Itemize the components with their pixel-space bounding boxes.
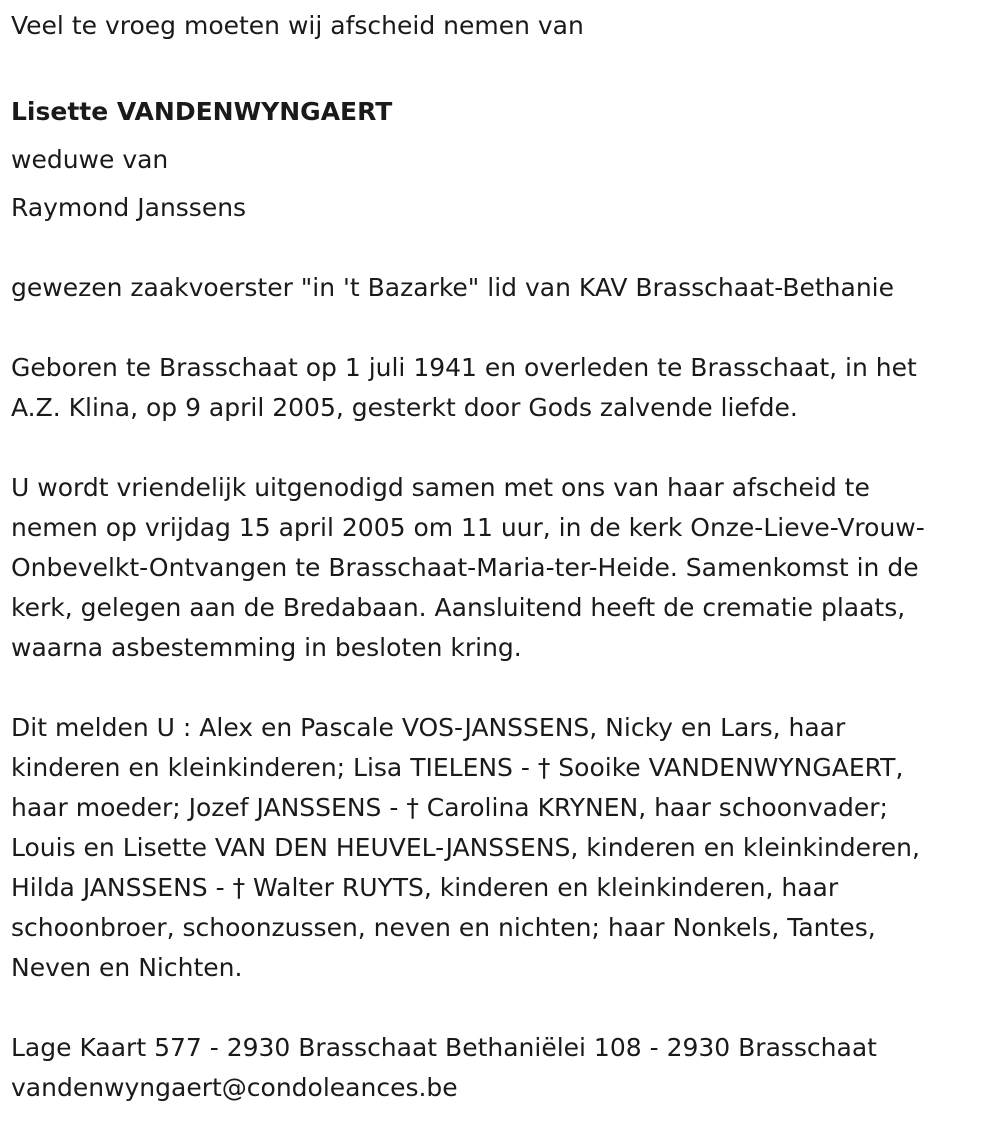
paragraph-line: waarna asbestemming in besloten kring.: [11, 633, 522, 662]
paragraph-line: Onbevelkt-Ontvangen te Brasschaat-Maria-ter-Heide. Samenkomst in de: [11, 553, 919, 582]
paragraph-line: kerk, gelegen aan de Bredabaan. Aansluitend heeft de crematie plaats,: [11, 593, 906, 622]
announcement-paragraph: [11, 708, 1000, 988]
spacer: [11, 988, 1000, 1028]
paragraph-line: Dit melden U : Alex en Pascale VOS-JANSSENS, Nicky en Lars, haar: [11, 713, 846, 742]
addresses-text: Lage Kaart 577 - 2930 Brasschaat Bethaniëlei 108 - 2930 Brasschaat: [11, 1033, 877, 1062]
spacer: [11, 228, 1000, 268]
occupation-text: gewezen zaakvoerster "in 't Bazarke" lid van KAV Brasschaat-Bethanie: [11, 273, 895, 302]
spacer: [11, 428, 1000, 468]
spacer: [11, 308, 1000, 348]
paragraph-line: nemen op vrijdag 15 april 2005 om 11 uur, in de kerk Onze-Lieve-Vrouw-: [11, 513, 925, 542]
birth-death-paragraph: [11, 348, 1000, 428]
paragraph-line: Geboren te Brasschaat op 1 juli 1941 en overleden te Brasschaat, in het: [11, 353, 917, 382]
paragraph-line: haar moeder; Jozef JANSSENS - † Carolina KRYNEN, haar schoonvader;: [11, 793, 888, 822]
spacer: [11, 46, 1000, 86]
email-text: vandenwyngaert@condoleances.be: [11, 1073, 458, 1102]
invitation-paragraph: [11, 468, 1000, 668]
obituary-document: [0, 6, 1000, 1124]
spouse-name: Raymond Janssens: [11, 193, 247, 222]
intro-text: Veel te vroeg moeten wij afscheid nemen van: [11, 11, 584, 40]
spacer: [11, 668, 1000, 708]
paragraph-line: Hilda JANSSENS - † Walter RUYTS, kinderen en kleinkinderen, haar: [11, 873, 839, 902]
paragraph-line: schoonbroer, schoonzussen, neven en nichten; haar Nonkels, Tantes,: [11, 913, 876, 942]
paragraph-line: kinderen en kleinkinderen; Lisa TIELENS - † Sooike VANDENWYNGAERT,: [11, 753, 904, 782]
contact-block: [11, 1028, 1000, 1108]
deceased-name: Lisette VANDENWYNGAERT: [11, 97, 393, 126]
paragraph-line: A.Z. Klina, op 9 april 2005, gesterkt door Gods zalvende liefde.: [11, 393, 798, 422]
paragraph-line: Neven en Nichten.: [11, 953, 243, 982]
widow-of-label: weduwe van: [11, 145, 169, 174]
paragraph-line: U wordt vriendelijk uitgenodigd samen met ons van haar afscheid te: [11, 473, 870, 502]
paragraph-line: Louis en Lisette VAN DEN HEUVEL-JANSSENS, kinderen en kleinkinderen,: [11, 833, 920, 862]
